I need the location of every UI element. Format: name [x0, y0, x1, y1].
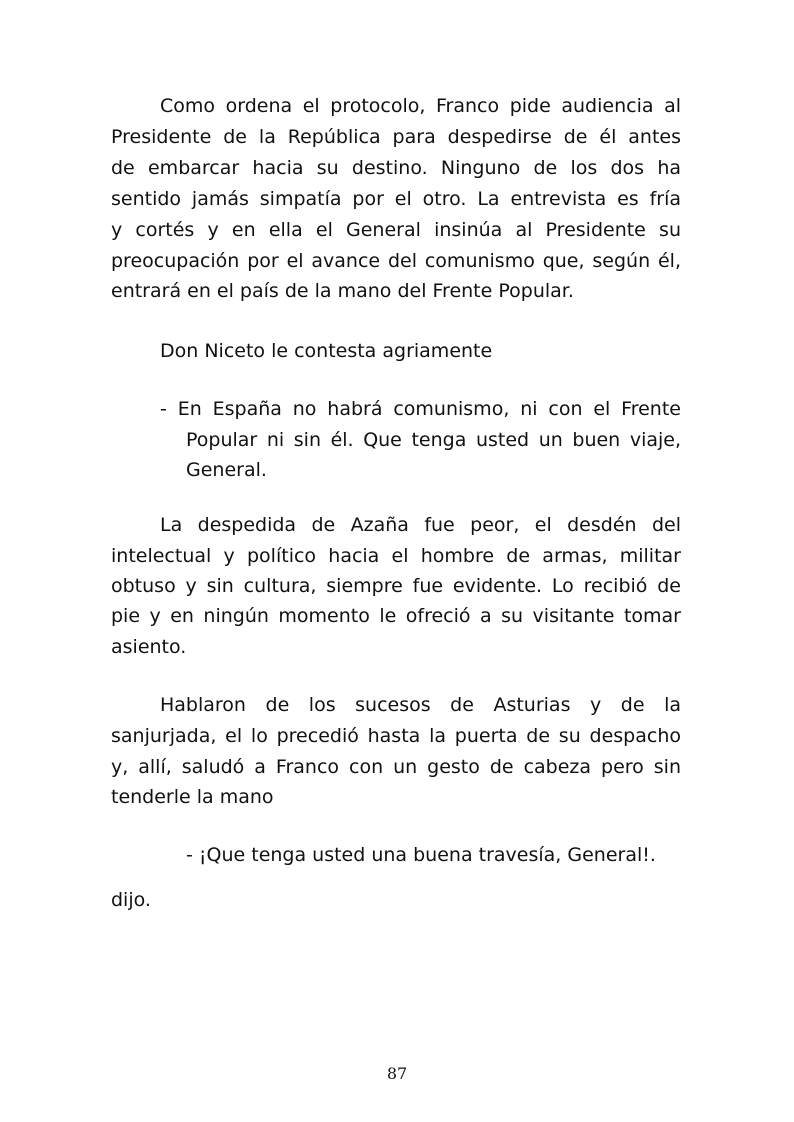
page-number: 87 [386, 1064, 408, 1083]
paragraph2-line-1: Don Niceto le contesta agriamente [160, 340, 493, 362]
paragraph4-line-3: y, allí, saludó a Franco con un gesto de cabeza pero sin [111, 756, 681, 778]
paragraph1-line-6: preocupación por el avance del comunismo que, según él, [111, 250, 681, 272]
closing-line-1: dijo. [111, 889, 151, 911]
dialogue1-line-2: Popular ni sin él. Que tenga usted un buen viaje, [186, 429, 681, 451]
dialogue2-line-1: - ¡Que tenga usted una buena travesía, General!. [186, 844, 656, 866]
paragraph4-line-4: tenderle la mano [111, 786, 274, 808]
paragraph3-line-1: La despedida de Azaña fue peor, el desdén del [160, 514, 681, 536]
paragraph3-line-3: obtuso y sin cultura, siempre fue evidente. Lo recibió de [111, 575, 681, 597]
paragraph1-line-4: sentido jamás simpatía por el otro. La entrevista es fría [111, 188, 681, 210]
paragraph1-line-5: y cortés y en ella el General insinúa al Presidente su [111, 219, 681, 241]
paragraph1-line-1: Como ordena el protocolo, Franco pide audiencia al [160, 95, 681, 117]
paragraph1-line-2: Presidente de la República para despedirse de él antes [111, 126, 681, 148]
dialogue1-line-3: General. [186, 459, 267, 481]
paragraph1-line-3: de embarcar hacia su destino. Ninguno de los dos ha [111, 157, 681, 179]
paragraph3-line-4: pie y en ningún momento le ofreció a su visitante tomar [111, 605, 681, 627]
paragraph4-line-1: Hablaron de los sucesos de Asturias y de la [160, 694, 681, 716]
paragraph3-line-5: asiento. [111, 636, 187, 658]
paragraph3-line-2: intelectual y político hacia el hombre de armas, militar [111, 545, 681, 567]
paragraph4-line-2: sanjurjada, el lo precedió hasta la puerta de su despacho [111, 725, 681, 747]
dialogue1-line-1: - En España no habrá comunismo, ni con el Frente [160, 398, 681, 420]
paragraph1-line-7: entrará en el país de la mano del Frente Popular. [111, 280, 574, 302]
